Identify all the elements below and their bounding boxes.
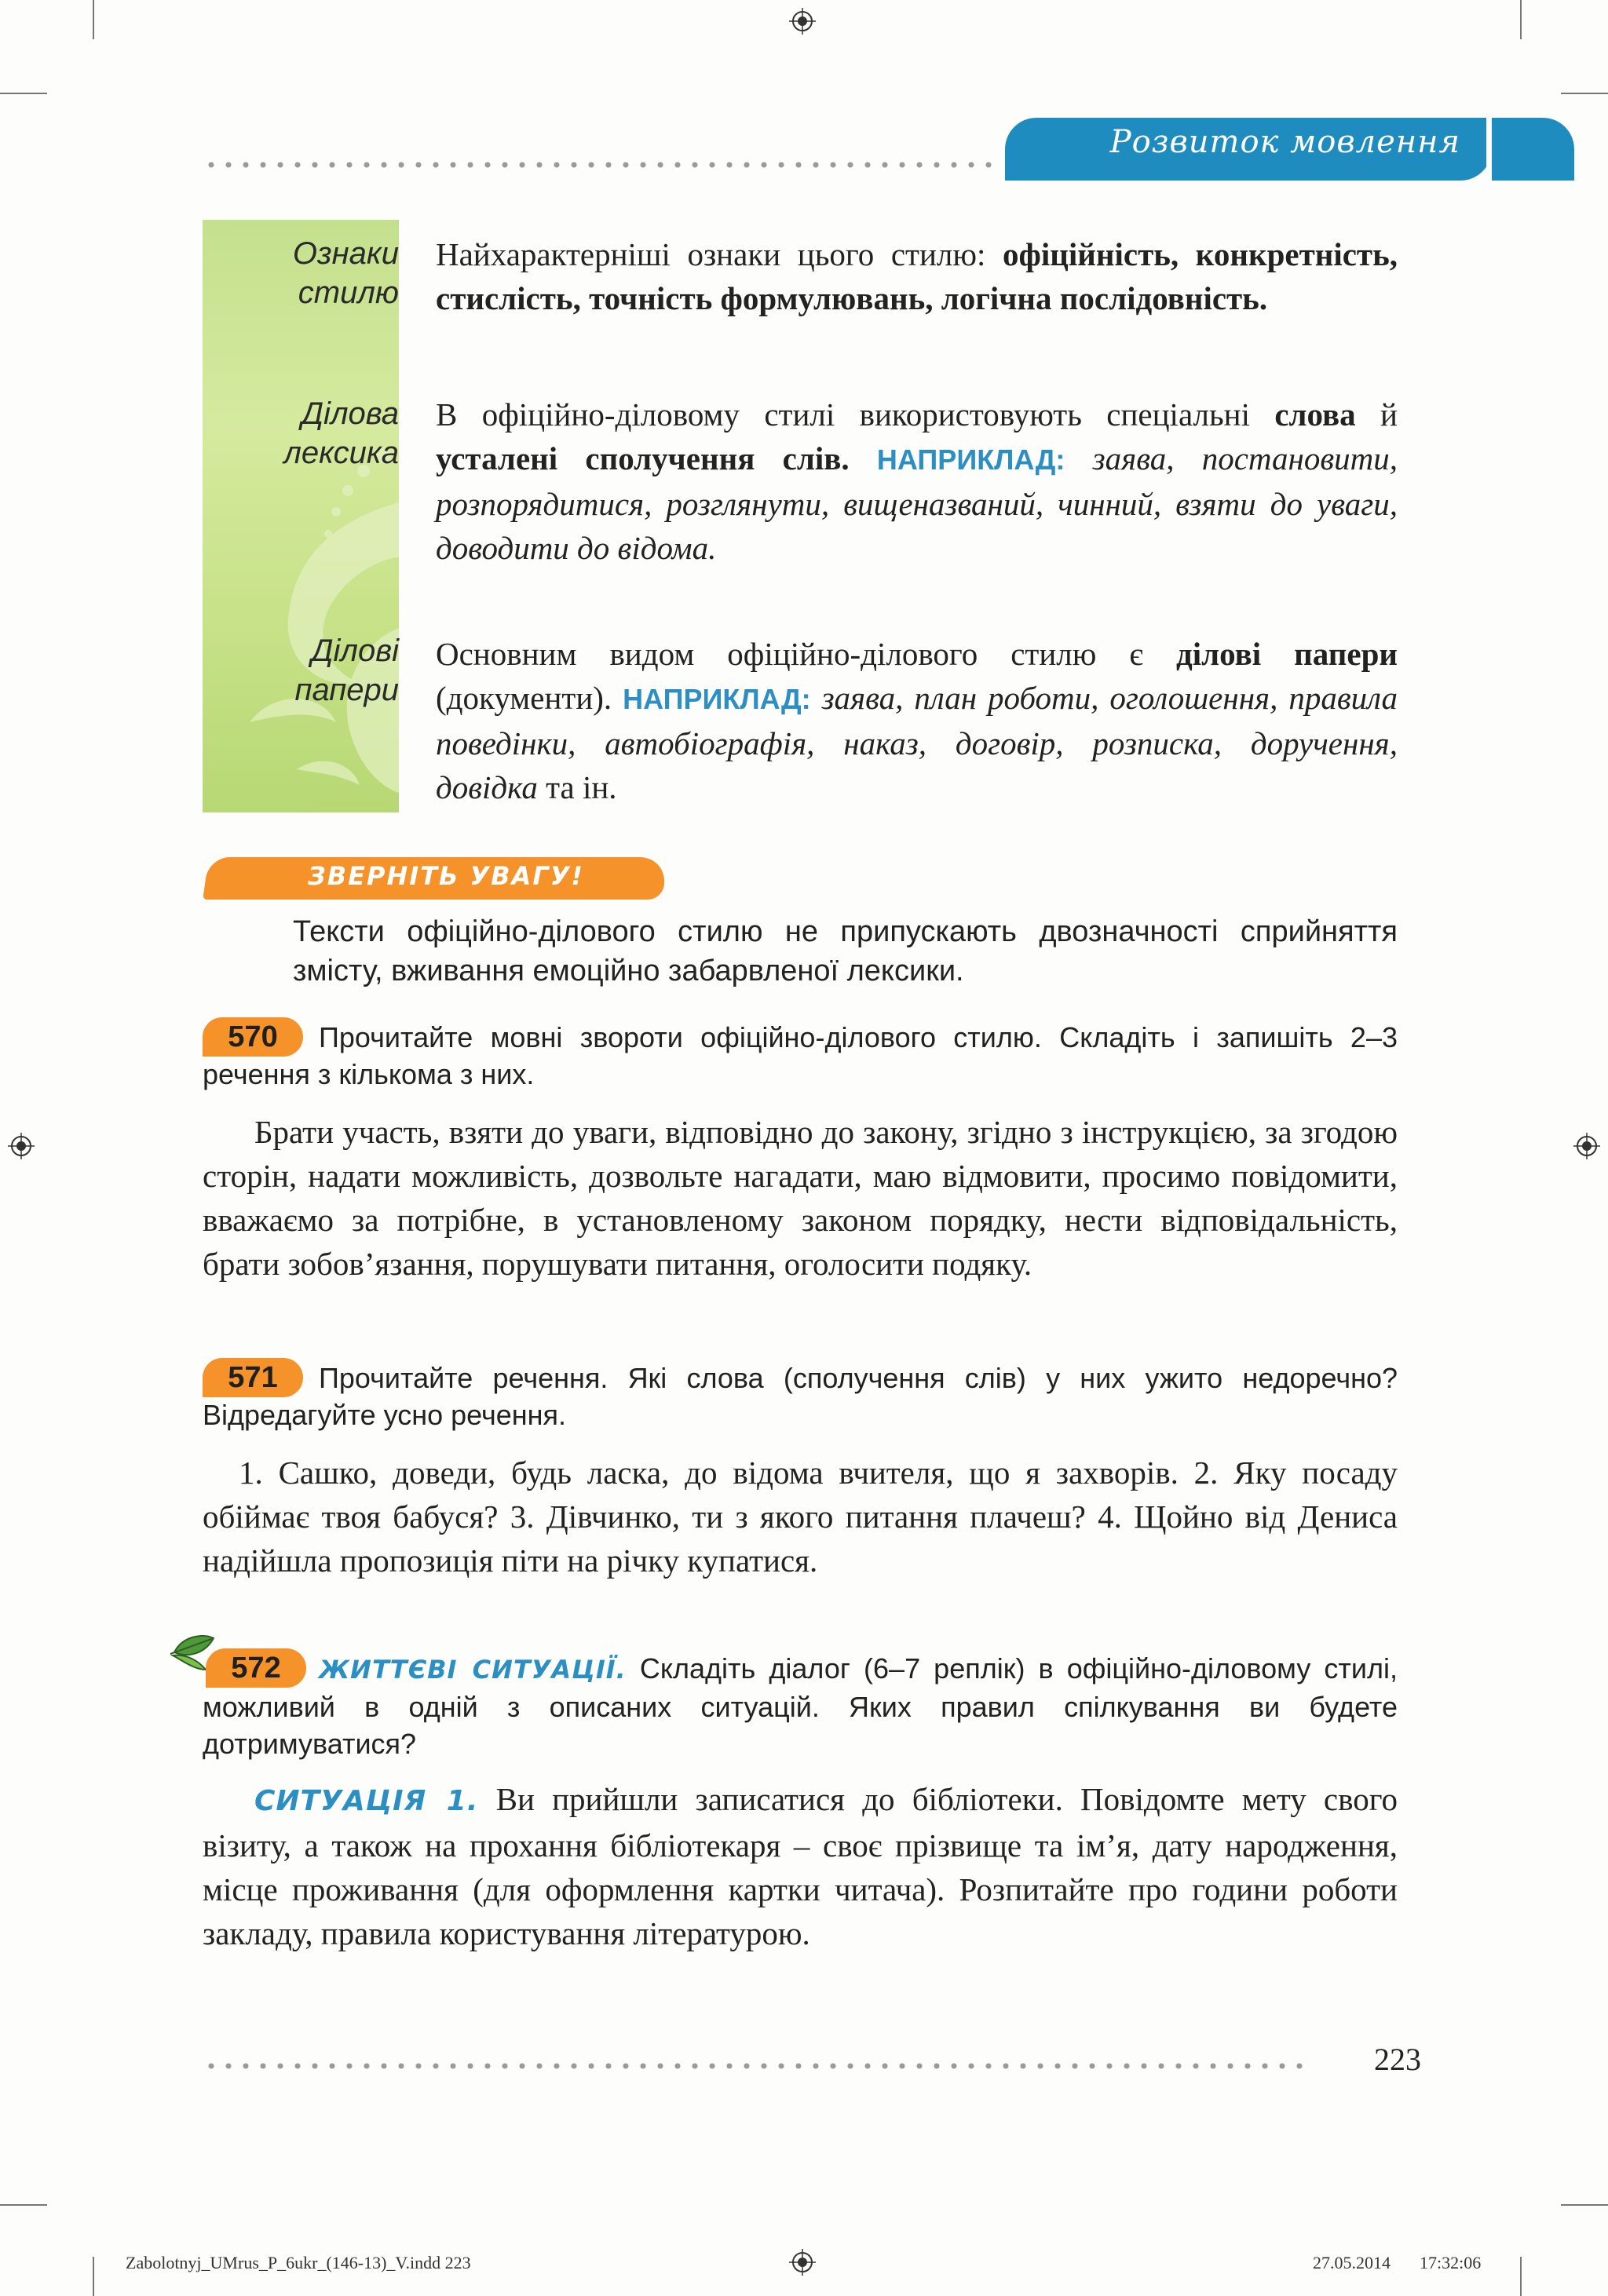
key-term: усталені сполучення слів.	[436, 440, 850, 476]
exercise-570-text: Брати участь, взяти до уваги, відповідно до закону, згідно з інструкцією, за згодою сторін, надати можливість, дозвольте нагадати, маю відмовити, просимо повідомити, вважаємо за потрібне, в установленому законом порядку, нести відповідальність, брати зобов’язання, порушувати питання, оголосити подяку.	[203, 1114, 1398, 1282]
crop-mark	[93, 2257, 94, 2296]
situation-label: СИТУАЦІЯ 1.	[254, 1785, 479, 1817]
text: Основним видом офіційно-ділового стилю є	[436, 636, 1176, 672]
exercise-number-570: 570	[203, 1017, 303, 1057]
text: Найхарактерніші ознаки цього стилю:	[436, 236, 1003, 272]
example-label: НАПРИКЛАД:	[623, 683, 811, 715]
exercise-572-situation	[203, 1777, 1398, 1955]
registration-mark-icon	[8, 1133, 35, 1159]
registration-mark-icon	[789, 2249, 816, 2276]
text: В офіційно-діловому стилі використовують спеціальні	[436, 396, 1275, 433]
margin-sidebar	[203, 220, 399, 812]
text: й	[1355, 396, 1398, 433]
footer-time: 17:32:06	[1420, 2253, 1482, 2272]
task-text: Складіть діалог (6–7 реплік) в офіційно-діловому стилі, можливий в одній з описаних ситуацій. Яких правил спілкування ви будете дотримуватися?	[203, 1652, 1398, 1760]
margin-label-papers: Ділові папери	[294, 633, 399, 707]
rubric-label: ЖИТТЄВІ СИТУАЦІЇ.	[319, 1655, 627, 1685]
footer-dotted-rule	[203, 2063, 1310, 2069]
crop-mark	[1561, 93, 1608, 94]
exercise-number-572: 572	[206, 1648, 306, 1688]
section-tab-label: Розвиток мовлення	[1109, 124, 1460, 160]
crop-mark	[1520, 0, 1522, 39]
crop-mark	[0, 2204, 47, 2206]
examples: заява, постановити, розпорядитися, розглянути, вищеназваний, чинний, взяти до уваги, доводити до відома.	[436, 440, 1398, 566]
footer-date: 27.05.2014	[1313, 2253, 1391, 2272]
section-tab-tail	[1492, 118, 1574, 181]
exercise-570-task: Прочитайте мовні звороти офіційно-ділового стилю. Складіть і запишіть 2–3 речення з кількома з них.	[203, 1021, 1398, 1090]
crop-mark	[1561, 2204, 1608, 2206]
page-number: 223	[1374, 2042, 1421, 2077]
key-term: ділові папери	[1176, 636, 1398, 672]
exercise-571-text: 1. Сашко, доведи, будь ласка, до відома вчителя, що я захворів. 2. Яку посаду обіймає твоя бабуся? 3. Дівчинко, ти з якого питання плачеш? 4. Щойно від Дениса надійшла пропозиція піти на річку купатися.	[203, 1455, 1398, 1579]
crop-mark	[1520, 2257, 1522, 2296]
registration-mark-icon	[789, 8, 816, 35]
header-dotted-rule	[203, 162, 997, 168]
attention-text: Тексти офіційно-ділового стилю не припускають двозначності сприйняття змісту, вживання емоційно забарвленої лексики.	[293, 915, 1398, 987]
footer-filename: Zabolotnyj_UMrus_P_6ukr_(146-13)_V.indd 223	[126, 2253, 471, 2272]
text: та ін.	[537, 769, 617, 805]
examples: заява, план роботи, оголошення, правила поведінки, автобіографія, наказ, договір, розписка, доручення, довідка	[436, 680, 1398, 805]
theory-paragraph-vocabulary	[436, 392, 1398, 570]
section-tab-divider	[1486, 118, 1492, 181]
attention-label: ЗВЕРНІТЬ УВАГУ!	[308, 861, 584, 891]
crop-mark	[0, 93, 47, 94]
theory-paragraph-features	[436, 232, 1398, 320]
situation-text: Ви прийшли записатися до бібліотеки. Повідомте мету свого візиту, а також на прохання бібліотекаря – своє прізвище та ім’я, дату народження, місце проживання (для оформлення картки читача). Розпитайте про години роботи закладу, правила користування літературою.	[203, 1781, 1398, 1951]
exercise-571-task: Прочитайте речення. Які слова (сполучення слів) у них ужито недоречно? Відредагуйте усно речення.	[203, 1362, 1398, 1431]
crop-mark	[93, 0, 94, 39]
example-label: НАПРИКЛАД:	[876, 444, 1065, 476]
theory-paragraph-papers	[436, 632, 1398, 809]
key-terms: офіційність, конкретність, стислість, точність формулювань, логічна послідовність.	[436, 236, 1398, 316]
exercise-number-571: 571	[203, 1358, 303, 1397]
margin-label-features: Ознаки стилю	[292, 236, 399, 310]
text: (документи).	[436, 680, 623, 716]
registration-mark-icon	[1573, 1133, 1600, 1159]
margin-label-vocabulary: Ділова лексика	[283, 396, 399, 470]
exercise-572-task	[203, 1650, 1398, 1762]
key-term: слова	[1274, 396, 1356, 433]
